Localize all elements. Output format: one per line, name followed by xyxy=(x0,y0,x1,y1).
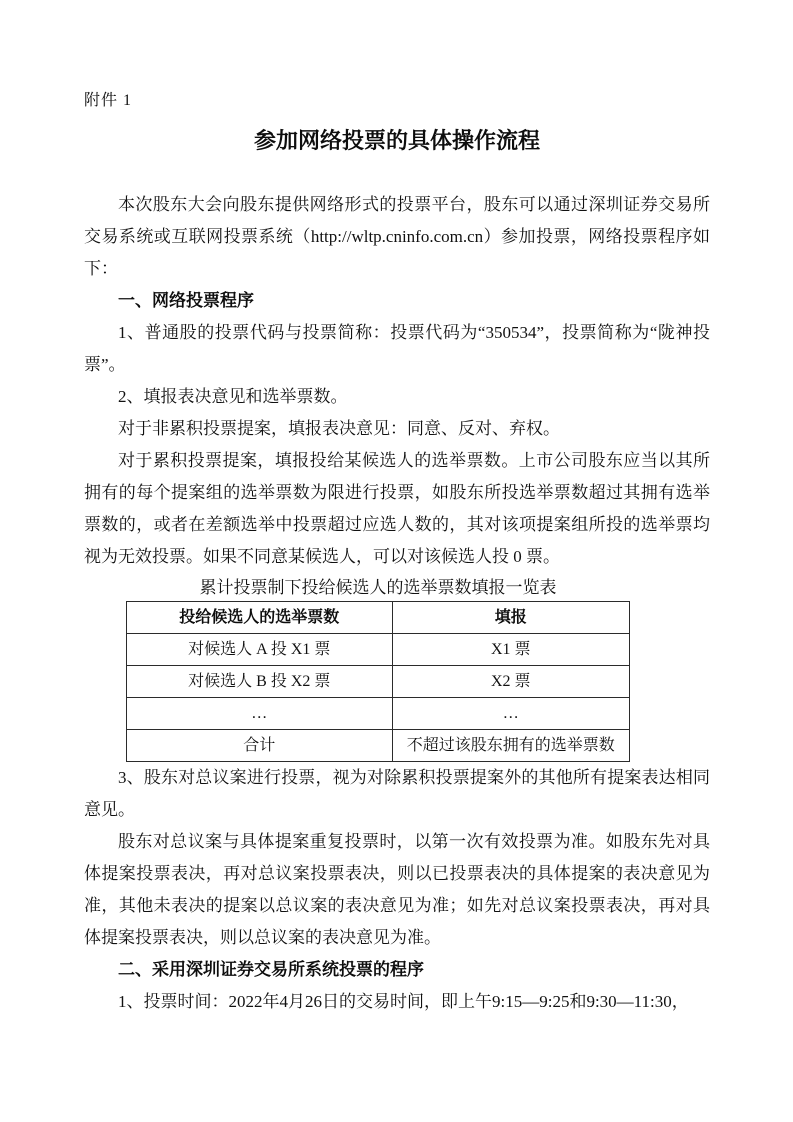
table-cell: 对候选人 A 投 X1 票 xyxy=(127,634,393,666)
table-cell: X2 票 xyxy=(392,666,629,698)
section-1-heading: 一、网络投票程序 xyxy=(118,291,254,310)
page-content xyxy=(84,90,710,1018)
table-row xyxy=(127,666,630,698)
table-cell: 对候选人 B 投 X2 票 xyxy=(127,666,393,698)
table-cell: 合计 xyxy=(127,730,393,762)
table-row xyxy=(127,634,630,666)
paragraph-duplicate-vote: 股东对总议案与具体提案重复投票时，以第一次有效投票为准。如股东先对具体提案投票表决，再对总议案投票表决，则以已投票表决的具体提案的表决意见为准，其他未表决的提案以总议案的表决意见为准；如先对总议案投票表决，再对具体提案投票表决，则以总议案的表决意见为准。 xyxy=(84,832,710,947)
table-cell: … xyxy=(392,698,629,730)
table-cell: … xyxy=(127,698,393,730)
table-cell: X1 票 xyxy=(392,634,629,666)
table-caption: 累计投票制下投给候选人的选举票数填报一览表 xyxy=(199,578,557,597)
table-row xyxy=(127,698,630,730)
paragraph-non-cumulative: 对于非累积投票提案，填报表决意见：同意、反对、弃权。 xyxy=(118,419,560,438)
intro-paragraph: 本次股东大会向股东提供网络形式的投票平台，股东可以通过深圳证券交易所交易系统或互联网投票系统（http://wltp.cninfo.com.cn）参加投票，网络投票程序如下： xyxy=(84,195,710,278)
table-cell: 不超过该股东拥有的选举票数 xyxy=(392,730,629,762)
paragraph-vote-code: 1、普通股的投票代码与投票简称：投票代码为“350534”，投票简称为“陇神投票”。 xyxy=(84,323,710,374)
document-title: 参加网络投票的具体操作流程 xyxy=(253,128,540,153)
table-header-fill-in: 填报 xyxy=(392,602,629,634)
table-header-row xyxy=(127,602,630,634)
vote-table xyxy=(126,601,630,762)
paragraph-general-motion: 3、股东对总议案进行投票，视为对除累积投票提案外的其他所有提案表达相同意见。 xyxy=(84,768,710,819)
section-2-heading: 二、采用深圳证券交易所系统投票的程序 xyxy=(118,960,424,979)
vote-table-block xyxy=(126,575,630,762)
attachment-label: 附件 1 xyxy=(84,92,133,109)
paragraph-fill-opinion: 2、填报表决意见和选举票数。 xyxy=(118,387,348,406)
paragraph-cumulative: 对于累积投票提案，填报投给某候选人的选举票数。上市公司股东应当以其所拥有的每个提案组的选举票数为限进行投票，如股东所投选举票数超过其拥有选举票数的，或者在差额选举中投票超过应选人数的，其对该项提案组所投的选举票均视为无效投票。如果不同意某候选人，可以对该候选人投 0 票。 xyxy=(84,451,710,566)
table-row xyxy=(127,730,630,762)
paragraph-vote-time: 1、投票时间：2022年4月26日的交易时间，即上午9:15—9:25和9:30—11:30， xyxy=(118,992,689,1011)
table-header-votes-per-candidate: 投给候选人的选举票数 xyxy=(127,602,393,634)
